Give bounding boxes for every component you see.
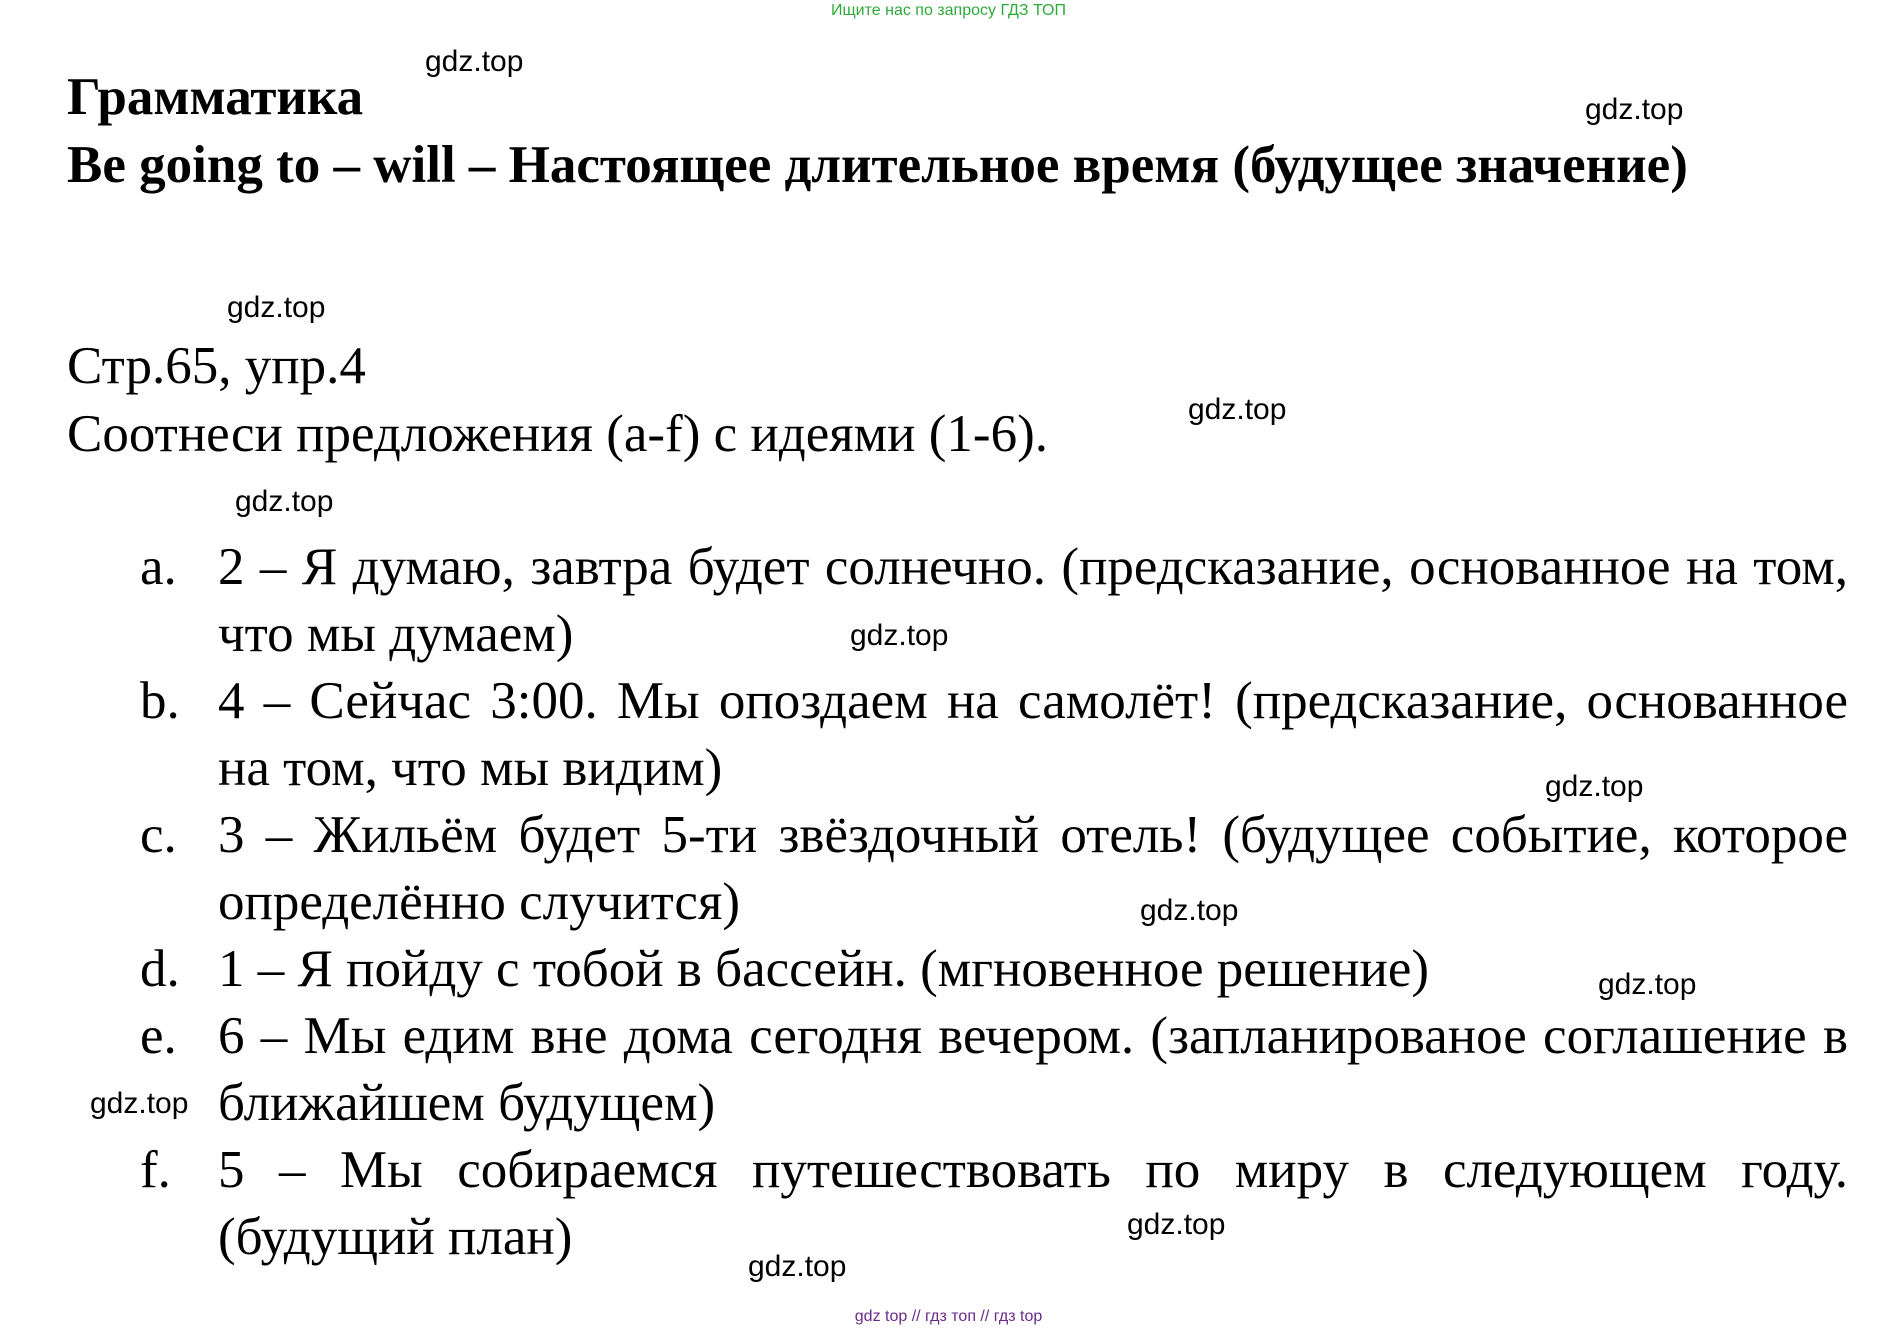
answer-item-a (0, 534, 1897, 668)
watermark: gdz.top (748, 1250, 847, 1283)
answer-letter: a. (140, 538, 177, 596)
watermark: gdz.top (227, 291, 326, 324)
answer-list (0, 534, 1897, 1271)
answer-text: 3 – Жильём будет 5-ти звёздочный отель! (будущее событие, которое определённо случится) (218, 806, 1848, 931)
watermark: gdz.top (1545, 770, 1644, 803)
watermark: gdz.top (1127, 1208, 1226, 1241)
answer-letter: c. (140, 806, 177, 864)
page-subtitle: Be going to – will – Настоящее длительное время (будущее значение) (67, 136, 1688, 194)
answer-letter: b. (140, 672, 180, 730)
watermark: gdz.top (1140, 894, 1239, 927)
answer-text: 5 – Мы собираемся путешествовать по миру в следующем году. (будущий план) (218, 1141, 1848, 1266)
task-reference: Стр.65, упр.4 (67, 337, 366, 395)
watermark: gdz.top (1188, 393, 1287, 426)
task-instruction: Соотнеси предложения (a-f) с идеями (1-6). (67, 405, 1048, 463)
answer-letter: e. (140, 1007, 177, 1065)
page-title: Грамматика (67, 68, 364, 126)
watermark: gdz.top (425, 45, 524, 78)
answer-letter: f. (140, 1141, 171, 1199)
watermark: gdz.top (235, 485, 334, 518)
watermark: gdz.top (1585, 93, 1684, 126)
answer-text: 2 – Я думаю, завтра будет солнечно. (предсказание, основанное на том, что мы думаем) (218, 538, 1848, 663)
top-banner: Ищите нас по запросу ГДЗ ТОП (831, 2, 1066, 19)
answer-item-e (0, 1003, 1897, 1137)
answer-item-c (0, 802, 1897, 936)
watermark: gdz.top (1598, 968, 1697, 1001)
watermark: gdz.top (850, 619, 949, 652)
answer-text: 1 – Я пойду с тобой в бассейн. (мгновенное решение) (218, 940, 1430, 998)
watermark: gdz.top (90, 1087, 189, 1120)
answer-text: 4 – Сейчас 3:00. Мы опоздаем на самолёт! (предсказание, основанное на том, что мы видим) (218, 672, 1848, 797)
answer-text: 6 – Мы едим вне дома сегодня вечером. (запланированое соглашение в ближайшем будущем) (218, 1007, 1848, 1132)
bottom-banner: gdz top // гдз топ // гдз top (854, 1308, 1043, 1325)
answer-item-f (0, 1137, 1897, 1271)
answer-letter: d. (140, 940, 180, 998)
